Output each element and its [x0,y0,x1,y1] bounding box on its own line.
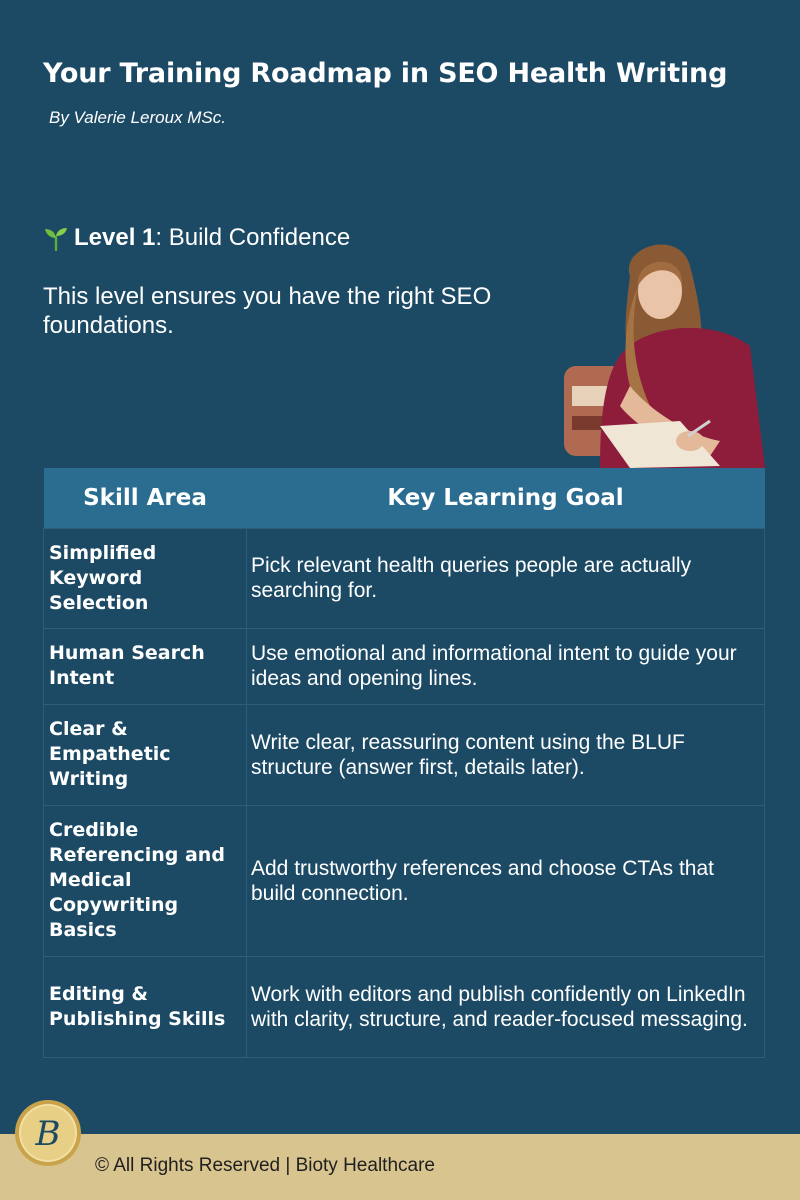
author-byline: By Valerie Leroux MSc. [49,108,226,127]
skills-table [43,468,765,1058]
table-row [44,956,765,1057]
copyright-text: © All Rights Reserved | Bioty Healthcare [95,1155,435,1176]
sprout-icon [42,224,70,252]
level-description: This level ensures you have the right SEO foundations. [43,283,492,339]
skill-cell: Clear & Empathetic Writing [44,704,247,805]
page-title: Your Training Roadmap in SEO Health Writing [43,58,728,89]
table-row [44,628,765,704]
column-header-goal: Key Learning Goal [247,468,765,528]
goal-cell: Pick relevant health queries people are actually searching for. [247,528,765,628]
level-name: : Build Confidence [155,224,351,251]
skill-cell: Editing & Publishing Skills [44,956,247,1057]
svg-text:B: B [35,1114,61,1154]
goal-cell: Write clear, reassuring content using the BLUF structure (answer first, details later). [247,704,765,805]
level-number: Level 1 [74,224,156,251]
brand-logo [14,1099,82,1167]
table-header-row [44,468,765,528]
column-header-skill: Skill Area [44,468,247,528]
table-row [44,704,765,805]
skill-cell: Human Search Intent [44,628,247,704]
skill-cell: Credible Referencing and Medical Copywriting Basics [44,805,247,956]
table-row [44,805,765,956]
footer-bar [0,1134,800,1200]
skill-cell: Simplified Keyword Selection [44,528,247,628]
goal-cell: Work with editors and publish confidently on LinkedIn with clarity, structure, and reader-focused messaging. [247,956,765,1057]
level-heading [42,224,350,252]
goal-cell: Add trustworthy references and choose CTAs that build connection. [247,805,765,956]
goal-cell: Use emotional and informational intent to guide your ideas and opening lines. [247,628,765,704]
table-row [44,528,765,628]
author-photo [560,236,765,468]
